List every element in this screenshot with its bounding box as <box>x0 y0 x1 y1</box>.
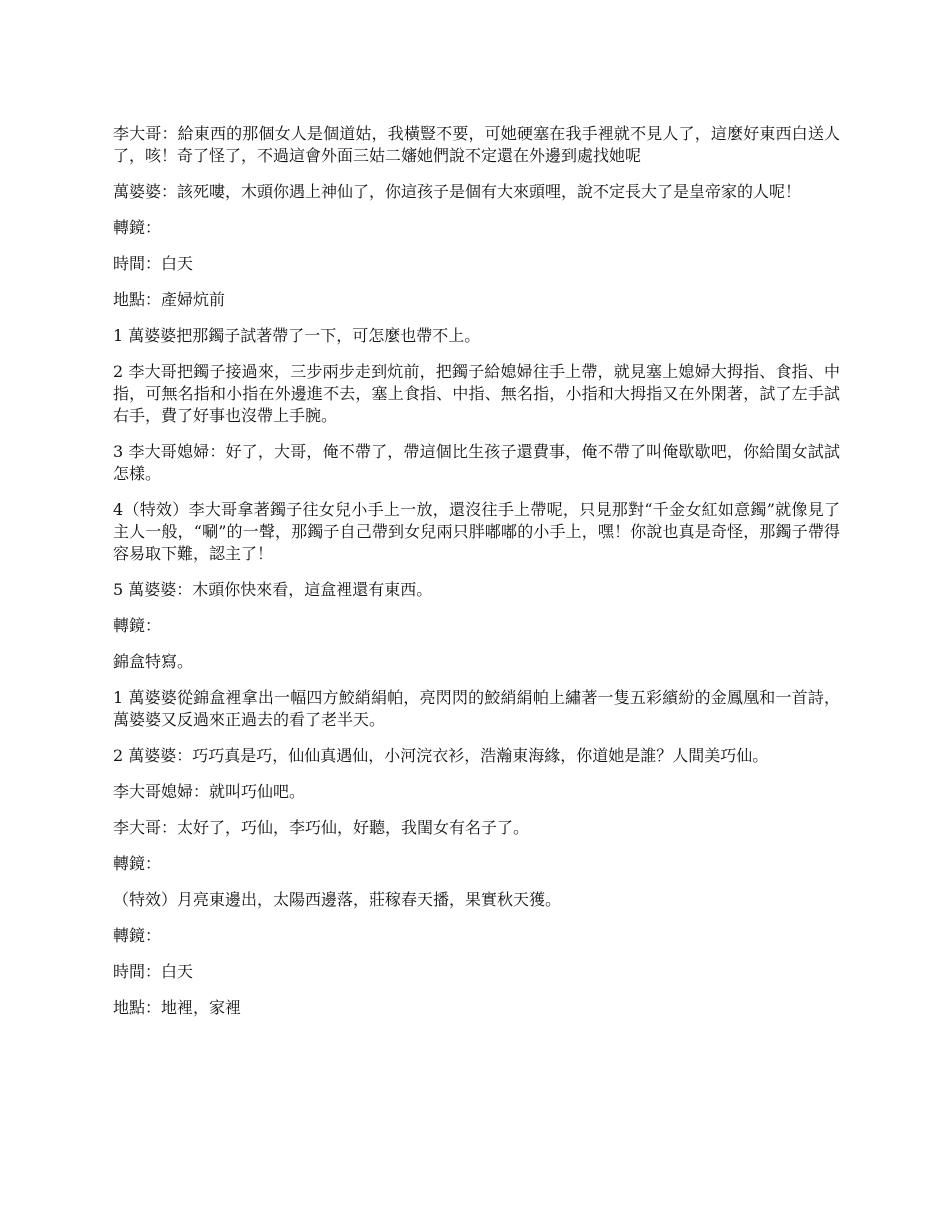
paragraph-shot-3: 3 李大哥媳婦：好了，大哥，俺不帶了，帶這個比生孩子還費事，俺不帶了叫俺歇歇吧，你給閨女試試怎樣。 <box>113 442 840 483</box>
paragraph-scene-transition-4: 轉鏡： <box>113 926 162 945</box>
paragraph-scene-time-1: 時間：白天 <box>113 254 194 273</box>
paragraph-scene-transition-2: 轉鏡： <box>113 616 162 635</box>
paragraph-shot-4: 4（特效）李大哥拿著鐲子往女兒小手上一放，還沒往手上帶呢，只見那對“千金女紅如意鐲”就像見了主人一般，“唰”的一聲，那鐲子自己帶到女兒兩只胖嘟嘟的小手上，嘿！你說也真是奇怪，那鐲子帶得容易取下難，認主了！ <box>113 500 840 563</box>
paragraph-scene-transition-3: 轉鏡： <box>113 854 162 873</box>
paragraph-dialogue-wan-popo-1: 萬婆婆：該死嘍，木頭你遇上神仙了，你這孩子是個有大來頭哩，說不定長大了是皇帝家的人呢！ <box>113 182 802 201</box>
paragraph-dialogue-wife: 李大哥媳婦：就叫巧仙吧。 <box>113 782 306 801</box>
paragraph-scene-time-2: 時間：白天 <box>113 962 194 981</box>
paragraph-shot-2: 2 李大哥把鐲子接過來，三步兩步走到炕前，把鐲子給媳婦往手上帶，就見塞上媳婦大拇指、食指、中指，可無名指和小指在外邊進不去，塞上食指、中指、無名指，小指和大拇指又在外閑著，試了左手試右手，費了好事也沒帶上手腕。 <box>113 362 840 425</box>
paragraph-scene-transition-1: 轉鏡： <box>113 218 162 237</box>
paragraph-dialogue-li-dage-2: 李大哥：太好了，巧仙，李巧仙，好聽，我閨女有名子了。 <box>113 818 530 837</box>
paragraph-scene-location-2: 地點：地裡，家裡 <box>113 998 242 1017</box>
paragraph-effect-seasons: （特效）月亮東邊出，太陽西邊落，莊稼春天播，果實秋天獲。 <box>113 890 562 909</box>
document-page <box>113 123 840 1033</box>
paragraph-shot-5: 5 萬婆婆：木頭你快來看，這盒裡還有東西。 <box>113 580 433 599</box>
paragraph-box-shot-2: 2 萬婆婆：巧巧真是巧，仙仙真遇仙，小河浣衣衫，浩瀚東海緣，你道她是誰？人間美巧仙。 <box>113 746 769 765</box>
paragraph-scene-location-1: 地點：產婦炕前 <box>113 290 226 309</box>
paragraph-closeup-box: 錦盒特寫。 <box>113 652 194 671</box>
paragraph-box-shot-1: 1 萬婆婆從錦盒裡拿出一幅四方鮫綃絹帕，亮閃閃的鮫綃絹帕上繡著一隻五彩繽紛的金鳳凰和一首詩，萬婆婆又反過來正過去的看了老半天。 <box>113 688 840 729</box>
paragraph-shot-1: 1 萬婆婆把那鐲子試著帶了一下，可怎麼也帶不上。 <box>113 326 481 345</box>
paragraph-dialogue-li-dage-1: 李大哥：給東西的那個女人是個道姑，我橫豎不要，可她硬塞在我手裡就不見人了，這麼好東西白送人了，咳！奇了怪了，不過這會外面三姑二嬸她們說不定還在外邊到處找她呢 <box>113 124 840 165</box>
